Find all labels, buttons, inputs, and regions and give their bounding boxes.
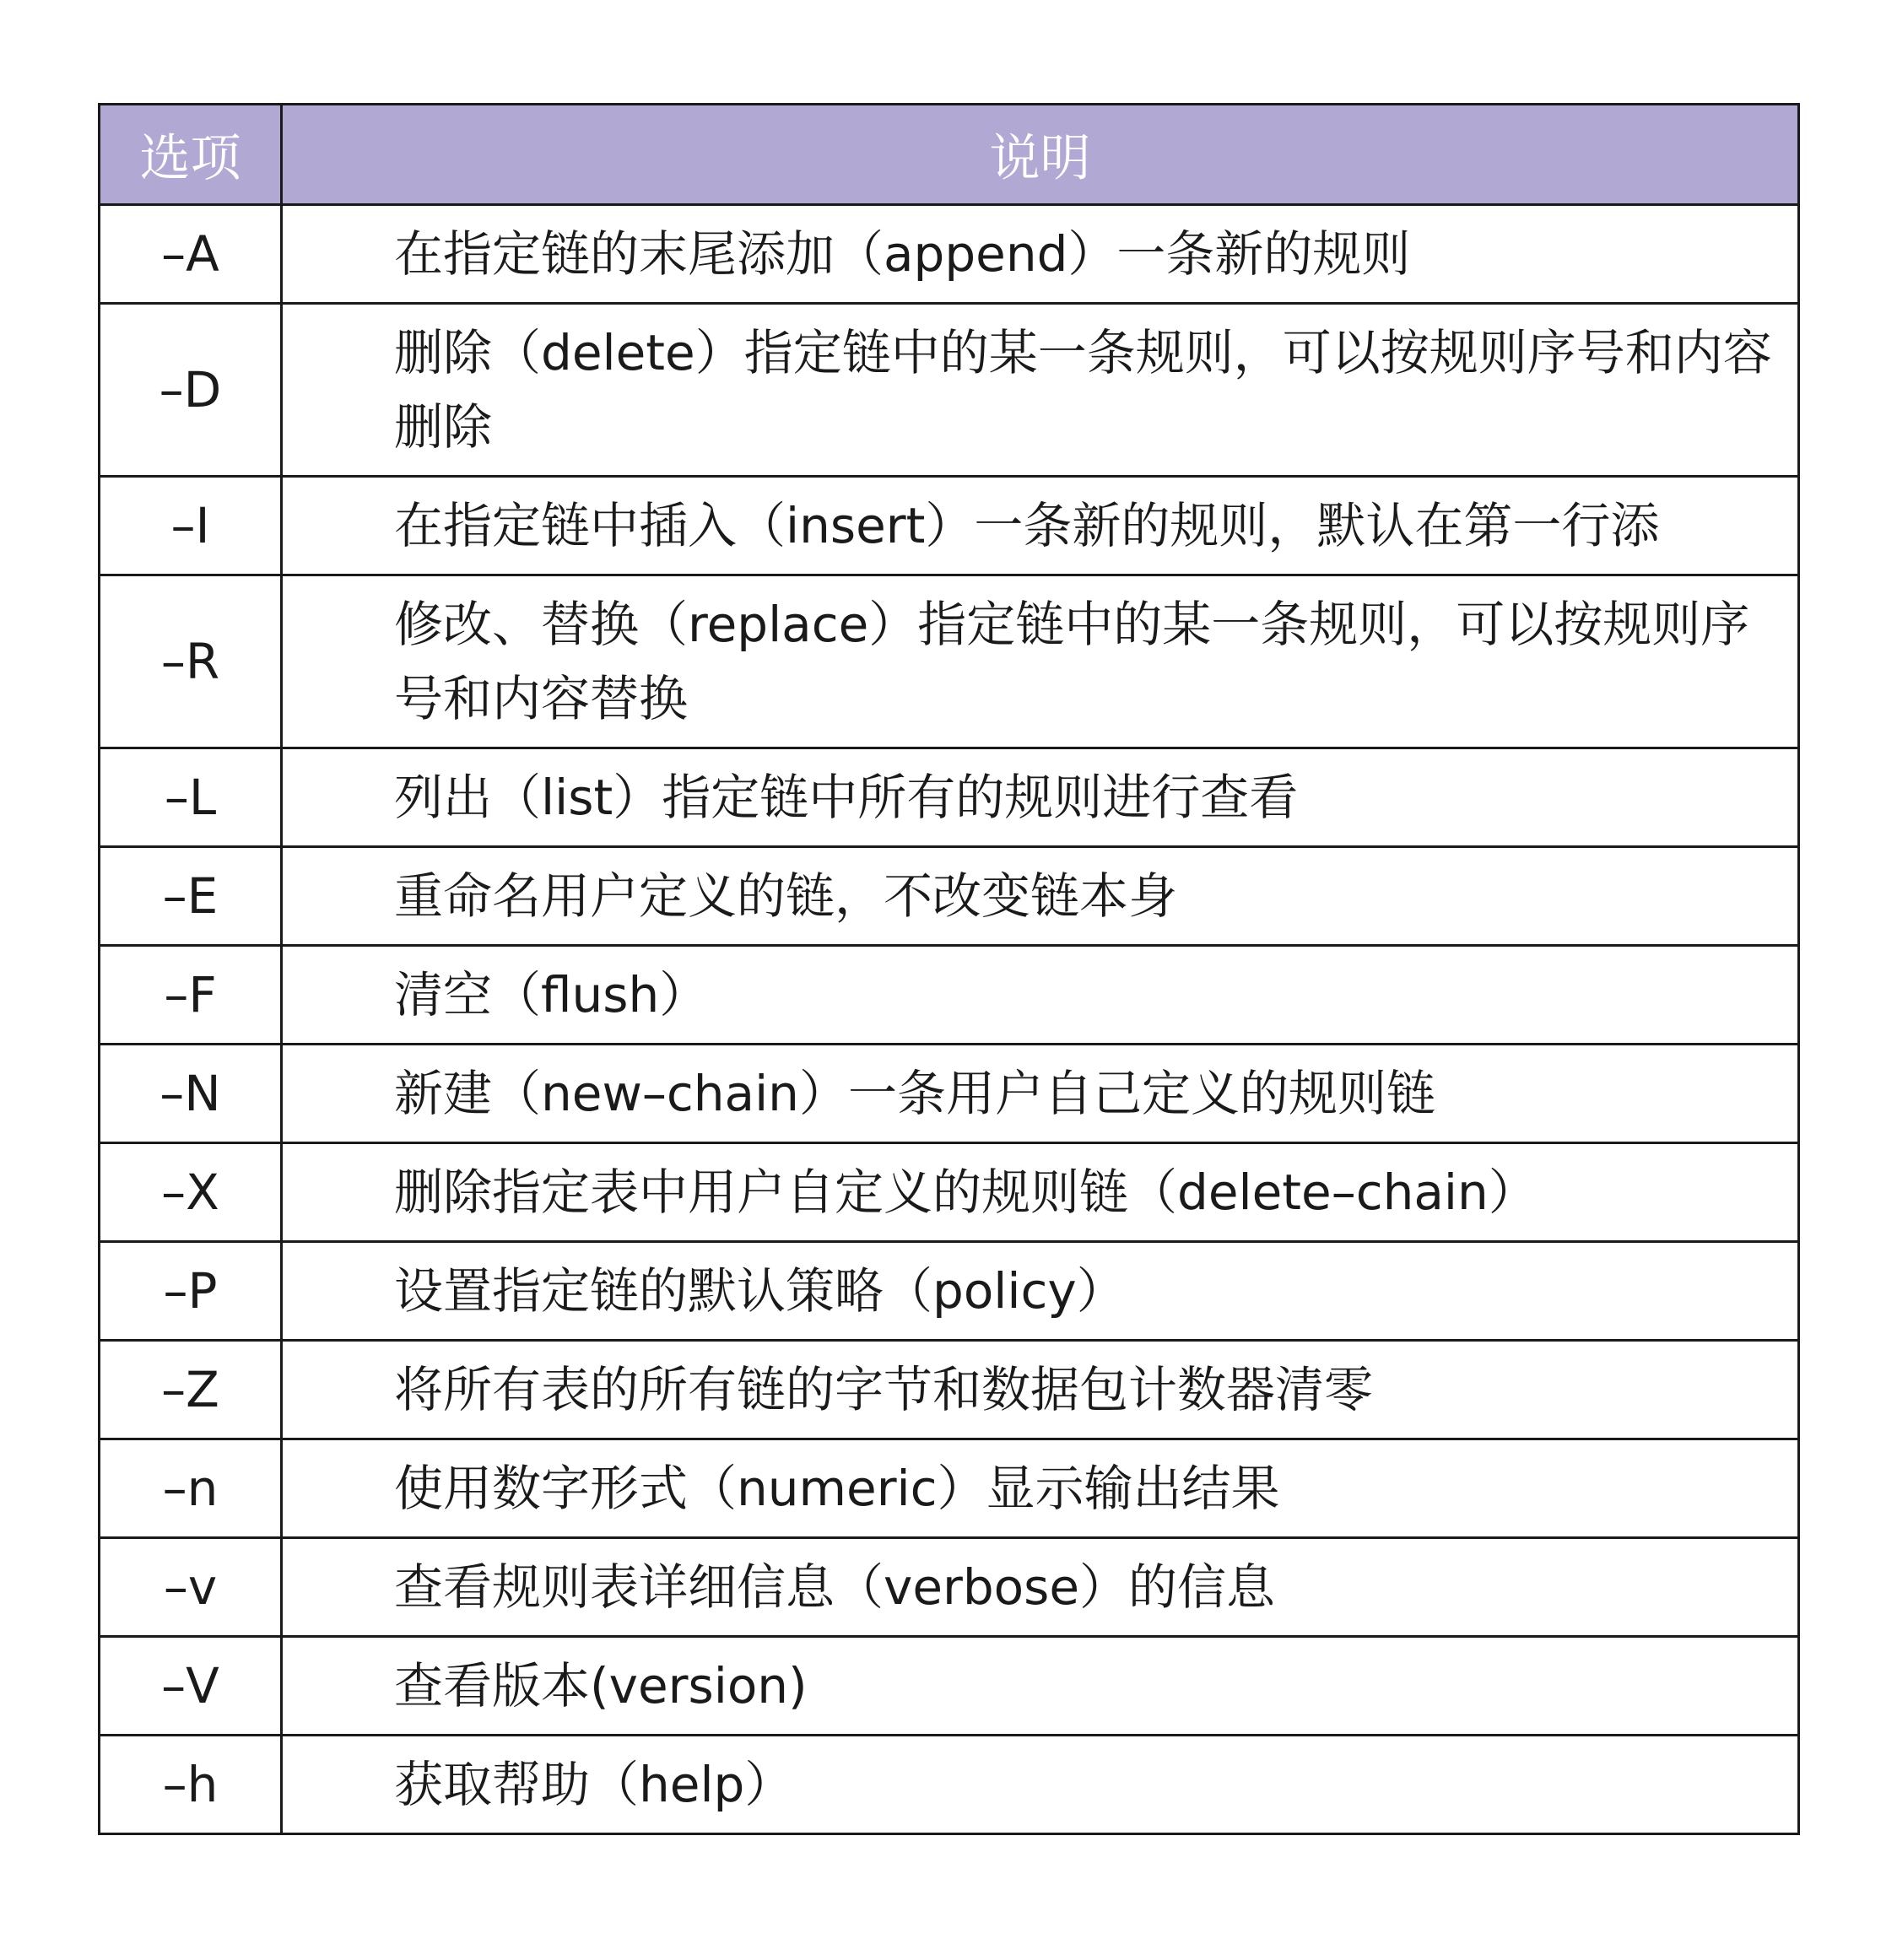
option-cell: –Z [100,1341,282,1439]
option-cell: –v [100,1538,282,1637]
description-cell: 新建（new–chain）一条用户自己定义的规则链 [282,1045,1799,1143]
description-cell: 修改、替换（replace）指定链中的某一条规则，可以按规则序号和内容替换 [282,575,1799,748]
table-row [100,1341,1799,1439]
description-cell: 在指定链中插入（insert）一条新的规则，默认在第一行添 [282,477,1799,575]
table-row [100,748,1799,847]
header-description: 说明 [282,105,1799,205]
table-row [100,1637,1799,1736]
table-row [100,1242,1799,1341]
description-cell: 重命名用户定义的链，不改变链本身 [282,847,1799,946]
description-cell: 删除指定表中用户自定义的规则链（delete–chain） [282,1143,1799,1242]
description-cell: 查看规则表详细信息（verbose）的信息 [282,1538,1799,1637]
option-cell: –h [100,1736,282,1834]
option-cell: –D [100,304,282,477]
option-cell: –n [100,1439,282,1538]
header-option: 选项 [100,105,282,205]
table-row [100,477,1799,575]
options-table-container [98,103,1797,1835]
table-row [100,1143,1799,1242]
option-cell: –F [100,946,282,1045]
option-cell: –N [100,1045,282,1143]
description-cell: 清空（flush） [282,946,1799,1045]
table-header-row [100,105,1799,205]
description-cell: 列出（list）指定链中所有的规则进行查看 [282,748,1799,847]
option-cell: –P [100,1242,282,1341]
table-row [100,1045,1799,1143]
table-row [100,205,1799,304]
option-cell: –L [100,748,282,847]
table-row [100,304,1799,477]
option-cell: –A [100,205,282,304]
description-cell: 删除（delete）指定链中的某一条规则，可以按规则序号和内容删除 [282,304,1799,477]
table-row [100,1439,1799,1538]
description-cell: 使用数字形式（numeric）显示输出结果 [282,1439,1799,1538]
description-cell: 在指定链的末尾添加（append）一条新的规则 [282,205,1799,304]
option-cell: –I [100,477,282,575]
iptables-options-table [98,103,1800,1835]
table-row [100,1538,1799,1637]
table-row [100,1736,1799,1834]
option-cell: –V [100,1637,282,1736]
description-cell: 设置指定链的默认策略（policy） [282,1242,1799,1341]
option-cell: –R [100,575,282,748]
option-cell: –X [100,1143,282,1242]
description-cell: 将所有表的所有链的字节和数据包计数器清零 [282,1341,1799,1439]
description-cell: 获取帮助（help） [282,1736,1799,1834]
table-row [100,575,1799,748]
description-cell: 查看版本(version) [282,1637,1799,1736]
option-cell: –E [100,847,282,946]
table-row [100,946,1799,1045]
table-row [100,847,1799,946]
